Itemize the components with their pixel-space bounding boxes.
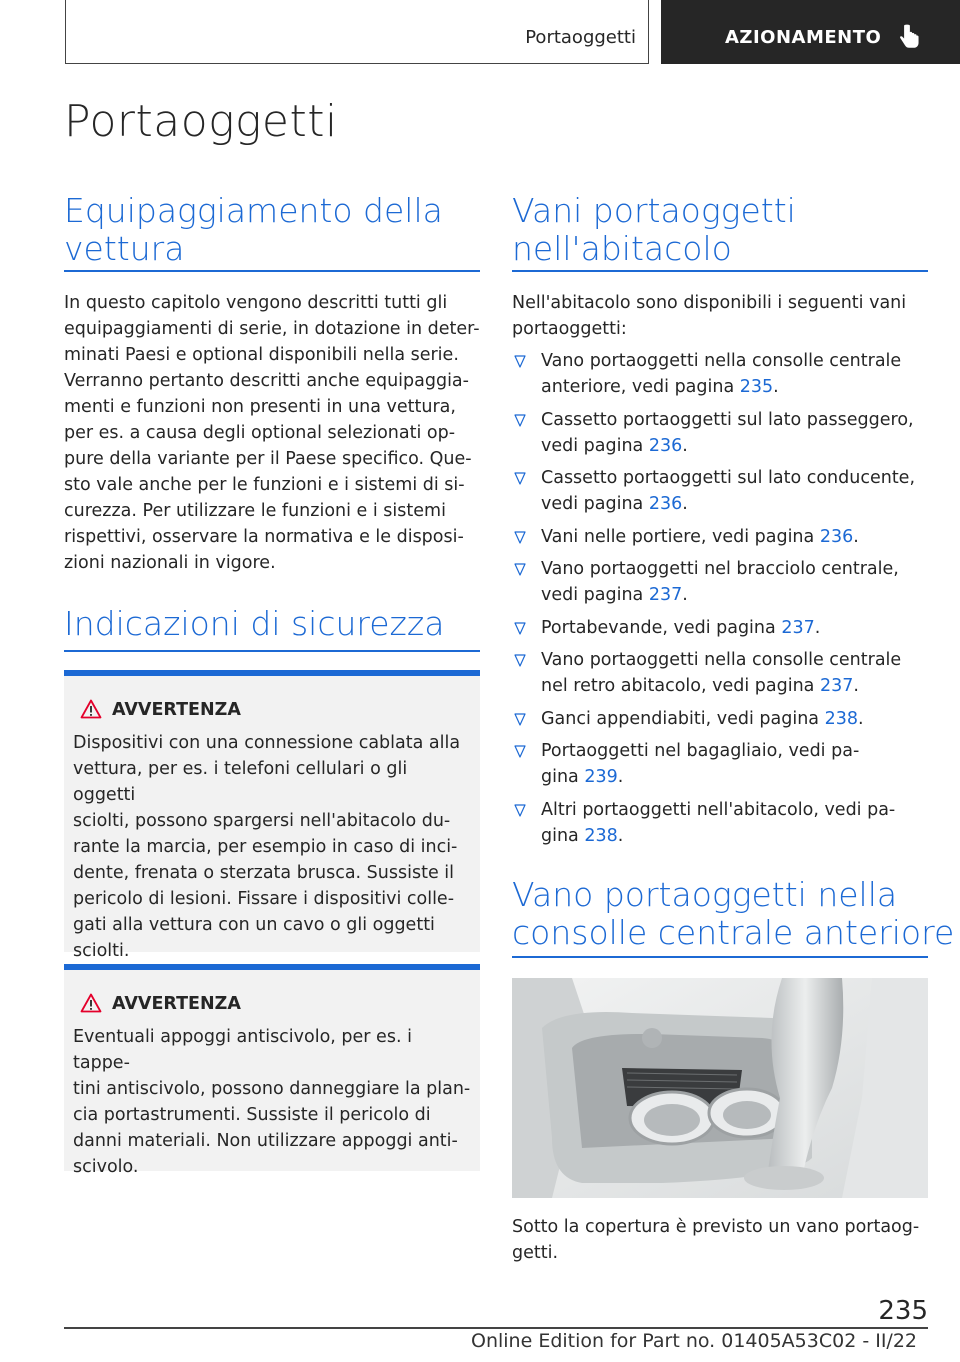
page-link[interactable]: 237 [648,585,683,605]
text-line: curezza. Per utilizzare le funzioni e i sistemi [64,501,446,521]
item-punctuation: . [617,767,624,787]
bullet-triangle-icon [514,654,526,667]
list-item [512,556,928,608]
page-link[interactable]: 236 [648,435,683,456]
item-text: Portaoggetti nel bagagliaio, vedi pa- [541,741,860,761]
heading-line: nell'abitacolo [512,229,732,268]
text-line: Verranno pertanto descritti anche equipaggia- [64,371,469,391]
warning-text [73,730,473,964]
photo-caption [512,1214,928,1266]
item-text: Vani nelle portiere, vedi pagina [541,526,820,547]
section-rule [64,650,480,652]
text-line: rispettivi, osservare la normativa e le disposi- [64,527,464,547]
item-punctuation: . [682,585,688,605]
text-line: getti. [512,1243,559,1263]
item-punctuation: . [682,435,688,456]
list-item [512,797,928,849]
item-text: Vano portaoggetti nella consolle centrale [541,650,902,670]
text-line: equipaggiamenti di serie, in dotazione in deter- [64,319,480,339]
heading-consolle [512,876,954,952]
warning-label: AVVERTENZA [112,994,241,1014]
center-console-illustration [512,978,928,1198]
list-item [512,524,928,550]
text-line: portaoggetti: [512,319,627,339]
heading-sicurezza: Indicazioni di sicurezza [64,604,445,643]
page-link[interactable]: 235 [739,377,774,397]
list-item [512,706,928,732]
page-link[interactable]: 239 [584,767,618,787]
text-line: Dispositivi con una connessione cablata alla [73,733,461,753]
center-console-photo [512,978,928,1198]
item-punctuation: . [617,825,624,846]
warning-box [64,676,480,961]
page-title: Portaoggetti [64,96,338,147]
item-punctuation: . [857,708,864,729]
heading-vani [512,192,796,268]
text-line: sto vale anche per le funzioni e i sistemi di si- [64,475,465,495]
bullet-triangle-icon [514,745,526,758]
bullet-triangle-icon [514,563,526,576]
bullet-triangle-icon [514,472,526,485]
item-text: Cassetto portaoggetti sul lato passeggero, [541,409,914,430]
vani-list [512,348,928,855]
list-item [512,465,928,517]
equipaggiamento-paragraph [64,290,480,576]
text-line: menti e funzioni non presenti in una vettura, [64,397,456,417]
list-item [512,738,928,790]
item-text: Altri portaoggetti nell'abitacolo, vedi pa- [541,799,896,820]
bullet-triangle-icon [514,713,526,726]
item-punctuation: . [773,377,779,397]
page-link[interactable]: 236 [648,494,683,514]
running-header-box [65,0,649,64]
bullet-triangle-icon [514,355,526,368]
item-text: Ganci appendiabiti, vedi pagina [541,708,825,729]
item-text: gina [541,767,585,787]
item-text: Portabevande, vedi pagina [541,617,782,638]
heading-line: vettura [64,229,185,268]
item-punctuation: . [682,494,688,514]
item-text: vedi pagina [541,494,649,514]
list-item [512,407,928,459]
section-rule [512,956,928,958]
page-link[interactable]: 237 [819,676,854,696]
page-link[interactable]: 238 [824,708,858,729]
text-line: pericolo di lesioni. Fissare i dispositivi colle- [73,889,455,909]
item-punctuation: . [853,676,859,696]
section-rule [512,270,928,272]
running-header-section: Portaoggetti [525,27,636,48]
heading-line: Equipaggiamento della [64,191,443,230]
bullet-triangle-icon [514,414,526,427]
chapter-label: AZIONAMENTO [725,27,882,48]
list-item [512,647,928,699]
item-punctuation: . [814,617,821,638]
pointing-hand-icon [897,24,923,54]
text-line: per es. a causa degli optional selezionati op- [64,423,456,443]
bullet-triangle-icon [514,622,526,635]
text-line: vettura, per es. i telefoni cellulari o gli oggetti [73,759,408,805]
item-text: Vano portaoggetti nel bracciolo centrale, [541,559,899,579]
vani-intro [512,290,928,342]
text-line: sciolti. [73,941,130,961]
chapter-tab[interactable] [661,0,960,64]
warning-label: AVVERTENZA [112,700,241,720]
item-text: Vano portaoggetti nella consolle centrale [541,351,902,371]
warning-heading [86,994,241,1014]
item-punctuation: . [853,526,859,547]
warning-box [64,970,480,1177]
text-line: tini antiscivolo, possono danneggiare la plan- [73,1079,471,1099]
edition-footer: Online Edition for Part no. 01405A53C02 - II/22 [471,1330,918,1352]
text-line: Sotto la copertura è previsto un vano portaog- [512,1217,920,1237]
text-line: gati alla vettura con un cavo o gli oggetti [73,915,435,935]
text-line: danni materiali. Non utilizzare appoggi anti- [73,1131,458,1151]
text-line: Nell'abitacolo sono disponibili i seguenti vani [512,293,907,313]
list-item [512,615,928,641]
item-text: anteriore, vedi pagina [541,377,740,397]
item-text: nel retro abitacolo, vedi pagina [541,676,820,696]
text-line: minati Paesi e optional disponibili nella serie. [64,345,459,365]
warning-triangle-icon [80,699,102,719]
heading-line: Vani portaoggetti [512,191,796,230]
page-link[interactable]: 236 [819,526,854,547]
warning-heading [86,700,241,720]
item-text: vedi pagina [541,585,649,605]
footer-rule [64,1327,928,1329]
item-text: gina [541,825,585,846]
text-line: cia portastrumenti. Sussiste il pericolo di [73,1105,431,1125]
page-link[interactable]: 237 [781,617,815,638]
text-line: rante la marcia, per esempio in caso di inci- [73,837,458,857]
section-rule [64,270,480,272]
heading-line: Vano portaoggetti nella [512,875,898,914]
text-line: pure della variante per il Paese specifico. Que- [64,449,472,469]
bullet-triangle-icon [514,804,526,817]
text-line: zioni nazionali in vigore. [64,553,276,573]
text-line: sciolti, possono spargersi nell'abitacolo du- [73,811,451,831]
heading-equipaggiamento [64,192,443,268]
page-link[interactable]: 238 [584,825,618,846]
bullet-triangle-icon [514,531,526,544]
heading-line: consolle centrale anteriore [512,913,955,952]
page-number: 235 [878,1296,928,1326]
text-line: Eventuali appoggi antiscivolo, per es. i tappe- [73,1027,412,1073]
warning-text [73,1024,473,1180]
item-text: Cassetto portaoggetti sul lato conducente, [541,468,916,488]
text-line: scivolo. [73,1157,139,1177]
item-text: vedi pagina [541,435,649,456]
text-line: dente, frenata o sterzata brusca. Sussiste il [73,863,455,883]
text-line: In questo capitolo vengono descritti tutti gli [64,293,448,313]
list-item [512,348,928,400]
warning-triangle-icon [80,993,102,1013]
